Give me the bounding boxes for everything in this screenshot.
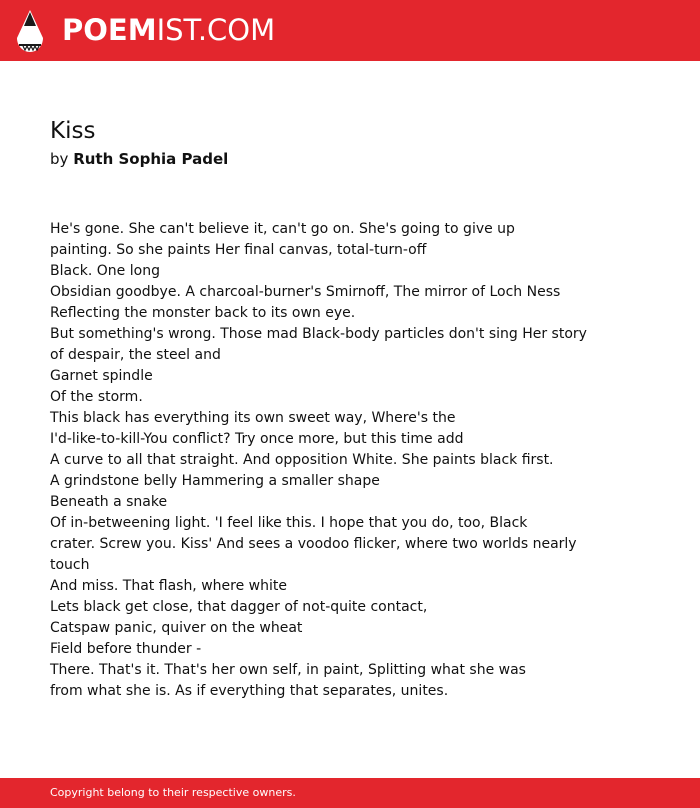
pencil-tip-icon[interactable] (17, 10, 43, 52)
site-logo[interactable] (62, 12, 275, 48)
poem-line: But something's wrong. Those mad Black-body particles don't sing Her story (50, 326, 587, 342)
poem-line: Black. One long (50, 263, 160, 279)
poem-line: Of in-betweening light. 'I feel like this. I hope that you do, too, Black (50, 515, 528, 531)
by-prefix: by (50, 150, 69, 168)
poem-line: Field before thunder - (50, 641, 202, 657)
poem-line: A grindstone belly Hammering a smaller shape (50, 473, 380, 489)
logo-text-bold: POEM (62, 13, 157, 47)
site-footer (0, 778, 700, 808)
poem-line: This black has everything its own sweet way, Where's the (50, 410, 456, 426)
poem-line: There. That's it. That's her own self, in paint, Splitting what she was (50, 662, 526, 678)
poem-line: And miss. That flash, where white (50, 578, 287, 594)
site-header (0, 0, 700, 61)
poem-line: crater. Screw you. Kiss' And sees a voodoo flicker, where two worlds nearly (50, 536, 577, 552)
poem-line: Lets black get close, that dagger of not-quite contact, (50, 599, 428, 615)
copyright-notice: Copyright belong to their respective owners. (50, 786, 296, 799)
poem-line: Of the storm. (50, 389, 143, 405)
poem-line: I'd-like-to-kill-You conflict? Try once more, but this time add (50, 431, 464, 447)
poem-line: of despair, the steel and (50, 347, 221, 363)
poem-line: Catspaw panic, quiver on the wheat (50, 620, 303, 636)
poem-line: painting. So she paints Her final canvas, total-turn-off (50, 242, 427, 258)
poem-line: Garnet spindle (50, 368, 153, 384)
poem-line: Obsidian goodbye. A charcoal-burner's Smirnoff, The mirror of Loch Ness (50, 284, 561, 300)
poem-line: Reflecting the monster back to its own eye. (50, 305, 356, 321)
logo-text-light: IST.COM (156, 13, 276, 47)
poem-line: He's gone. She can't believe it, can't go on. She's going to give up (50, 221, 515, 237)
byline (50, 149, 228, 169)
poem-line: Beneath a snake (50, 494, 168, 510)
poem-body (50, 219, 590, 702)
poem-line: A curve to all that straight. And opposition White. She paints black first. (50, 452, 554, 468)
poem-title: Kiss (50, 118, 96, 144)
poem-line: from what she is. As if everything that separates, unites. (50, 683, 449, 699)
author-name: Ruth Sophia Padel (73, 150, 229, 168)
poem-line: touch (50, 557, 90, 573)
